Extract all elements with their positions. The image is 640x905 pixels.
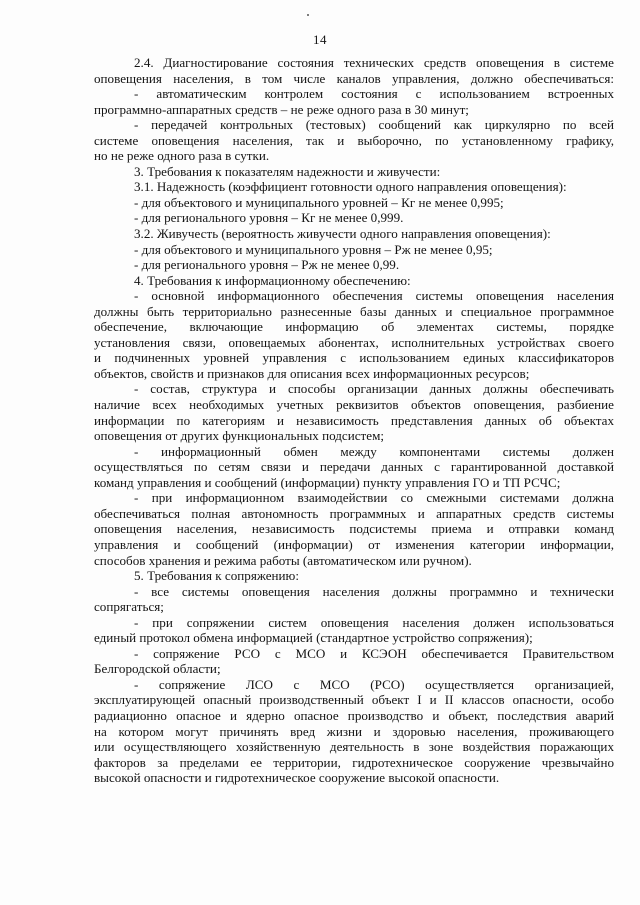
text-line: - для регионального уровня – Рж не менее 0,99. <box>134 257 400 273</box>
text-line: обеспечиваться полная автономность программных и аппаратных средств системы <box>94 505 614 521</box>
scan-speck <box>307 14 309 16</box>
text-line: - основной информационного обеспечения системы оповещения населения <box>134 288 614 304</box>
text-line: обеспечение, включающие информацию об элементах системы, порядке <box>94 319 614 335</box>
text-line: команд управления и сообщений (информации) пункту управления ГО и ТП РСЧС; <box>94 474 561 490</box>
text-line: высокой опасности и гидротехническое сооружение высокой опасности. <box>94 770 500 786</box>
text-line: способов хранения и режима работы (автоматическом или ручном). <box>94 552 472 568</box>
text-line: 3.1. Надежность (коэффициент готовности одного направления оповещения): <box>134 179 567 195</box>
text-line: Белгородской области; <box>94 661 221 677</box>
text-line: - при информационном взаимодействии со смежными системами должна <box>134 490 614 506</box>
text-line: программно-аппаратных средств – не реже одного раза в 30 минут; <box>94 101 469 117</box>
text-line: должны быть территориально разнесенные базы данных и специальное программное <box>94 303 614 319</box>
text-line: 3.2. Живучесть (вероятность живучести одного направления оповещения): <box>134 226 551 242</box>
text-line: оповещения населения, независимость подсистемы приема и отправки команд <box>94 521 614 537</box>
text-line: - для объектового и муниципального уровня – Рж не менее 0,95; <box>134 241 493 257</box>
text-line: единый протокол обмена информацией (стандартное устройство сопряжения); <box>94 630 533 646</box>
text-line: наличие всех необходимых учетных реквизитов объектов оповещения, разбиение <box>94 397 614 413</box>
text-line: управления и сообщений (информации) от изменения категории информации, <box>94 536 614 552</box>
text-line: установления связи, оповещаемых абонентах, исполнительных устройствах своего <box>94 334 614 350</box>
text-line: 2.4. Диагностирование состояния технических средств оповещения в системе <box>134 55 614 70</box>
text-line: 5. Требования к сопряжению: <box>134 568 299 584</box>
text-line: - для регионального уровня – Кг не менее 0,999. <box>134 210 404 226</box>
text-line: - сопряжение ЛСО с МСО (РСО) осуществляется организацией, <box>134 676 614 692</box>
text-line: - при сопряжении систем оповещения населения должен использоваться <box>134 614 614 630</box>
text-line: оповещения от других функциональных подсистем; <box>94 428 384 444</box>
page-number: 14 <box>313 32 327 47</box>
text-line: или осуществляющего хозяйственную деятельность в зоне воздействия поражающих <box>94 739 614 755</box>
text-line: - все системы оповещения населения должны программно и технически <box>134 583 614 599</box>
text-line: - информационный обмен между компонентами системы должен <box>134 443 614 459</box>
text-line: на котором могут причинять вред жизни и здоровью населения, проживающего <box>94 723 614 739</box>
text-line: оповещения населения, в том числе каналов управления, должно обеспечиваться: <box>94 70 614 86</box>
text-line: факторов за пределами ее территории, гидротехническое сооружение чрезвычайно <box>94 754 614 770</box>
text-line: - передачей контрольных (тестовых) сообщений как циркулярно по всей <box>134 117 614 133</box>
text-line: - автоматическим контролем состояния с использованием встроенных <box>134 86 614 102</box>
text-line: информации по категориям и независимость представления данных об объектах <box>94 412 614 428</box>
text-line: 4. Требования к информационному обеспечению: <box>134 272 411 288</box>
text-line: осуществляться по сетям связи и передачи данных с гарантированной доставкой <box>94 459 614 475</box>
text-line: радиационно опасное и ядерно опасное производство и объект, последствия аварий <box>94 707 614 723</box>
text-line: 3. Требования к показателям надежности и живучести: <box>134 163 441 179</box>
text-line: эксплуатирующей опасный производственный объект I и II классов опасности, особо <box>94 692 614 708</box>
text-line: но не реже одного раза в сутки. <box>94 148 270 164</box>
text-line: сопрягаться; <box>94 599 164 615</box>
text-line: - состав, структура и способы организации данных должны обеспечивать <box>134 381 614 397</box>
text-line: системе оповещения населения, так и выборочно, по установленному графику, <box>94 132 614 148</box>
text-line: объектов, свойств и признаков для описания всех информационных ресурсов; <box>94 365 530 381</box>
body-text <box>94 55 614 786</box>
text-line: - сопряжение РСО с МСО и КСЭОН обеспечивается Правительством <box>134 645 614 661</box>
text-line: - для объектового и муниципального уровней – Кг не менее 0,995; <box>134 194 504 210</box>
text-line: и подчиненных уровней управления с использованием единых классификаторов <box>94 350 614 366</box>
